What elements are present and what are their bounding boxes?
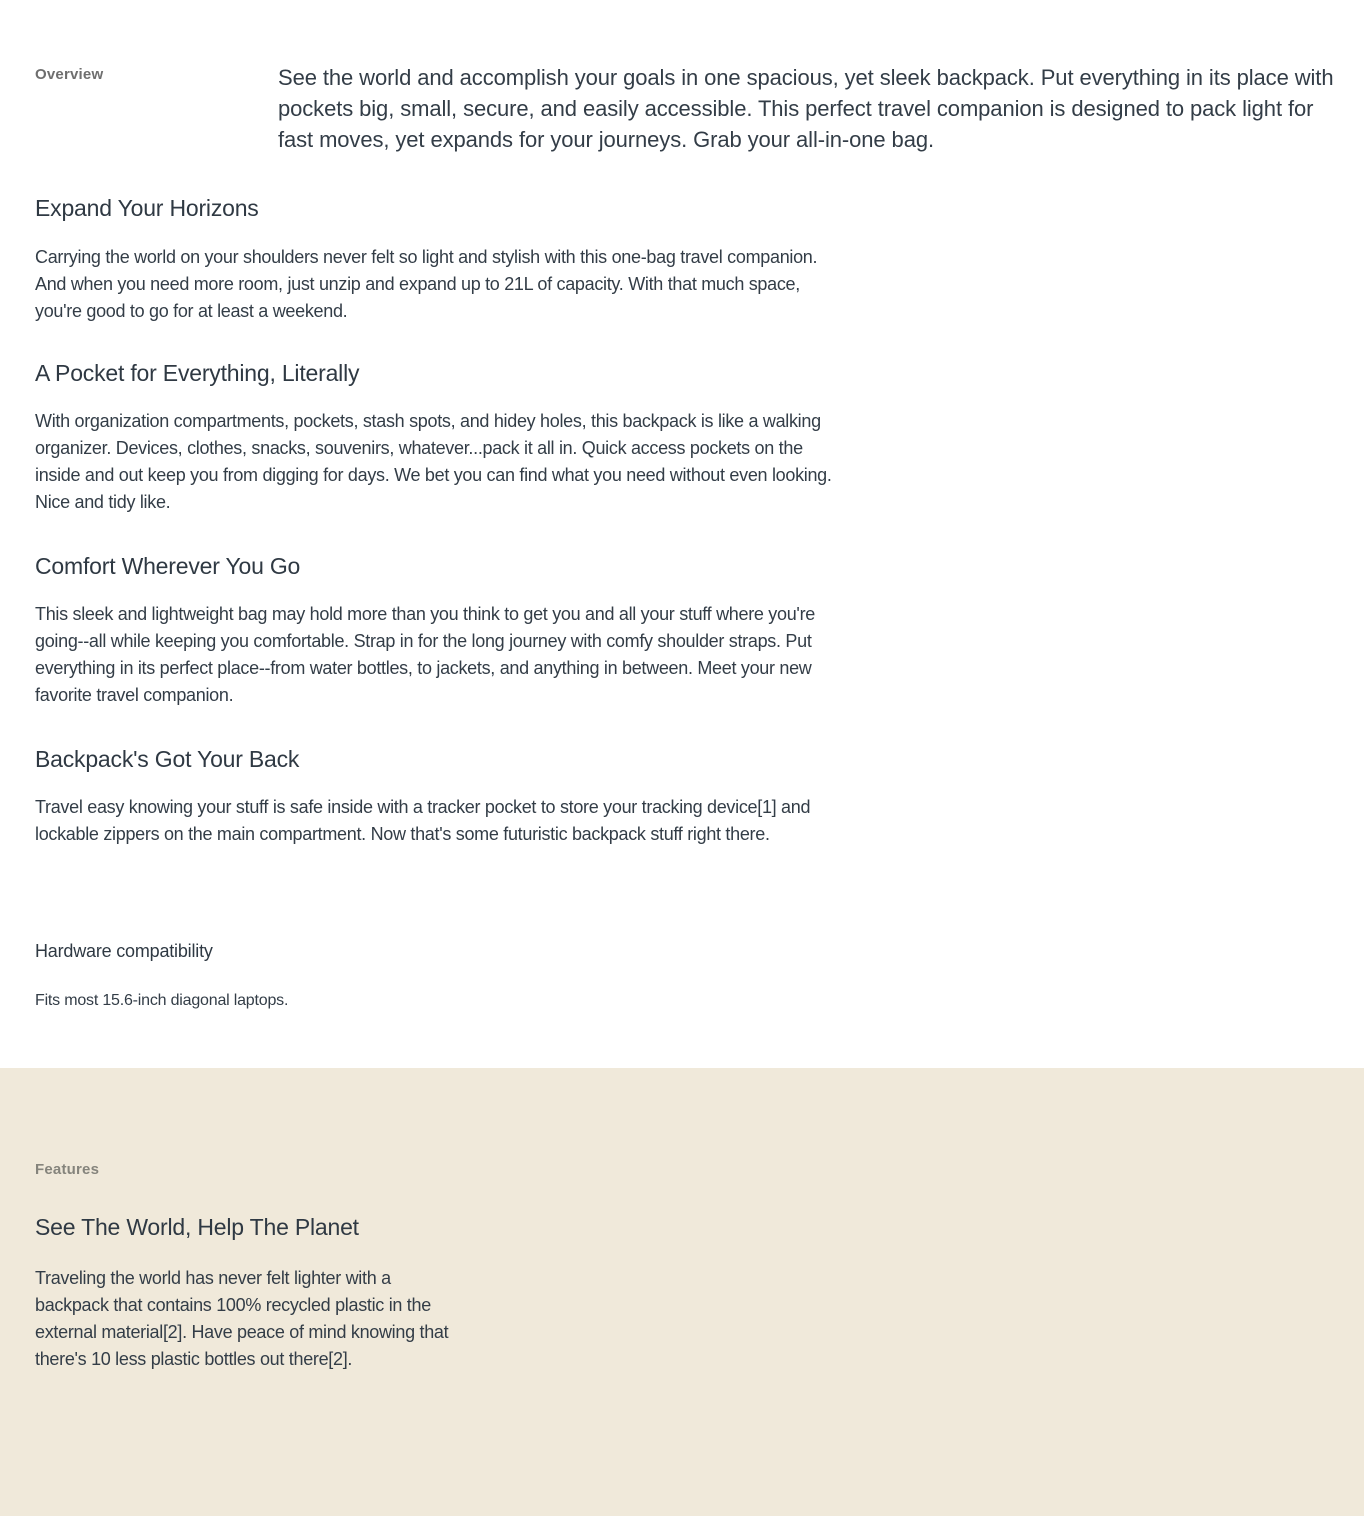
section-body-expand-your-horizons: Carrying the world on your shoulders never felt so light and stylish with this one-bag travel companion. And when you need more room, just unzip and expand up to 21L of capacity. With that much space, you're good to go for at least a weekend. — [35, 247, 818, 321]
section-heading-expand-your-horizons: Expand Your Horizons — [35, 195, 259, 221]
features-section — [0, 1068, 1364, 1516]
section-body-comfort-wherever-you-go: This sleek and lightweight bag may hold more than you think to get you and all your stuff where you're going--all while keeping you comfortable. Strap in for the long journey with comfy shoulder straps. Put everything in its perfect place--from water bottles, to jackets, and anything in between. Meet your new favorite travel companion. — [35, 604, 815, 705]
hardware-compatibility-body: Fits most 15.6-inch diagonal laptops. — [35, 992, 289, 1009]
features-label: Features — [35, 1161, 100, 1178]
section-heading-a-pocket-for-everything: A Pocket for Everything, Literally — [35, 360, 360, 386]
section-body-backpacks-got-your-back: Travel easy knowing your stuff is safe inside with a tracker pocket to store your tracking device[1] and lockable zippers on the main compartment. Now that's some futuristic backpack stuff right there. — [35, 797, 811, 844]
section-heading-backpacks-got-your-back: Backpack's Got Your Back — [35, 746, 300, 772]
hardware-compatibility-heading: Hardware compatibility — [35, 941, 213, 961]
features-heading-see-the-world-help-the-planet: See The World, Help The Planet — [35, 1214, 359, 1240]
section-heading-comfort-wherever-you-go: Comfort Wherever You Go — [35, 553, 301, 579]
features-body-paragraph: Traveling the world has never felt lighter with a backpack that contains 100% recycled plastic in the external material[2]. Have peace of mind knowing that there's 10 less plastic bottles out there[2]. — [35, 1268, 449, 1369]
overview-intro-paragraph: See the world and accomplish your goals in one spacious, yet sleek backpack. Put everything in its place with pockets big, small, secure, and easily accessible. This perfect travel companion is designed to pack light for fast moves, yet expands for your journeys. Grab your all-in-one bag. — [278, 65, 1334, 152]
overview-intro-row — [35, 62, 1337, 155]
overview-label: Overview — [35, 66, 104, 83]
section-body-a-pocket-for-everything: With organization compartments, pockets, stash spots, and hidey holes, this backpack is like a walking organizer. Devices, clothes, snacks, souvenirs, whatever...pack it all in. Quick access pockets on the inside and out keep you from digging for days. We bet you can find what you need without even looking. Nice and tidy like. — [35, 411, 832, 512]
